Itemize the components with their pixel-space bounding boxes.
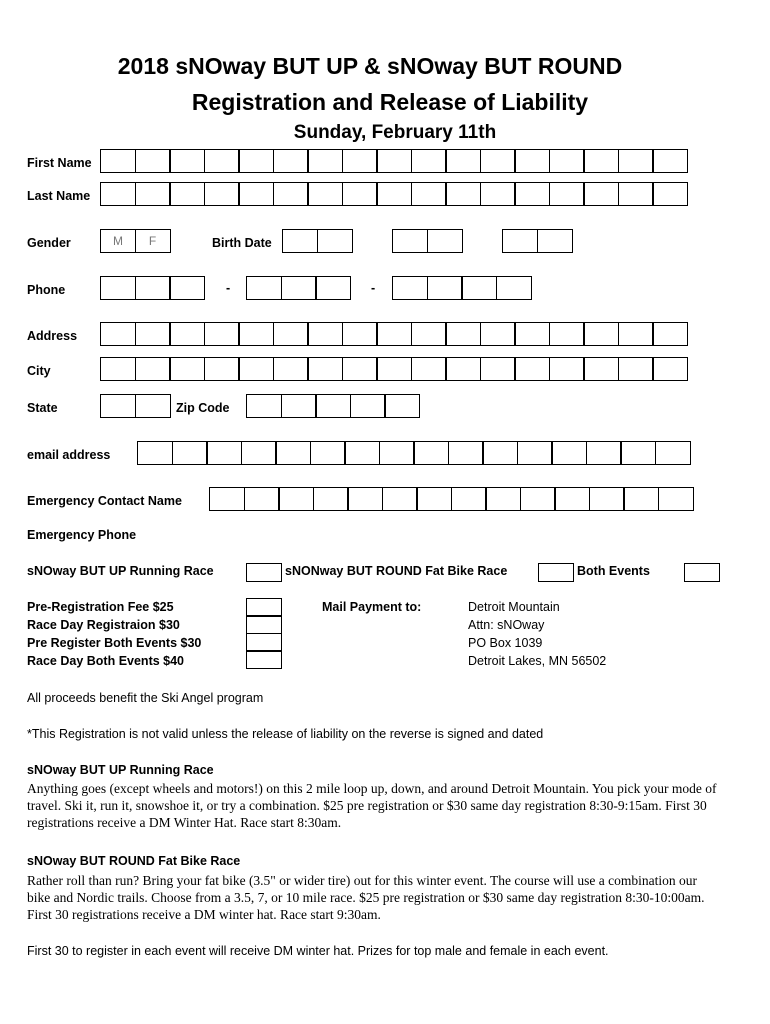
input-cell[interactable]: [537, 229, 573, 253]
input-cell[interactable]: [238, 182, 274, 206]
input-cell[interactable]: [451, 487, 487, 511]
input-cell[interactable]: [382, 487, 418, 511]
footer-note: First 30 to register in each event will receive DM winter hat. Prizes for top male and female in each event.: [27, 944, 609, 958]
input-cell[interactable]: [413, 441, 449, 465]
input-cell[interactable]: [586, 441, 622, 465]
input-cell[interactable]: [411, 357, 447, 381]
input-cell[interactable]: [445, 149, 481, 173]
input-cell[interactable]: [350, 394, 386, 418]
input-cell[interactable]: [273, 357, 309, 381]
input-cell[interactable]: [652, 182, 688, 206]
input-cell[interactable]: [273, 149, 309, 173]
gender-f-option[interactable]: F: [135, 229, 171, 253]
input-cell[interactable]: [172, 441, 208, 465]
state-field[interactable]: [100, 394, 169, 418]
phone-label: Phone: [27, 283, 66, 297]
fatbike-race-checkbox[interactable]: [538, 563, 574, 582]
input-cell[interactable]: [520, 487, 556, 511]
input-cell[interactable]: [209, 487, 245, 511]
city-field[interactable]: [100, 357, 687, 381]
fee-pre-registration-checkbox[interactable]: [246, 598, 282, 617]
input-cell[interactable]: [135, 182, 171, 206]
input-cell[interactable]: [238, 322, 274, 346]
running-race-heading: sNOway BUT UP Running Race: [27, 763, 214, 777]
fatbike-race-description: Rather roll than run? Bring your fat bike (3.5" or wider tire) out for this winter event. The course will use a combination our bike and Nordic trails. Choose from a 3.5, 7, or 10 mile race. $25 pre registration or $30 same day registration 8:30-10:00am. First 30 registrations receive a DM winter hat. Race start 9:30am.: [27, 873, 705, 922]
input-cell[interactable]: [273, 182, 309, 206]
input-cell[interactable]: [169, 357, 205, 381]
state-label: State: [27, 401, 58, 415]
input-cell[interactable]: [384, 394, 420, 418]
city-label: City: [27, 364, 51, 378]
input-cell[interactable]: [204, 182, 240, 206]
form-title-line-1: 2018 sNOway BUT UP & sNOway BUT ROUND: [117, 53, 623, 79]
fee-checkbox-column: [246, 599, 282, 669]
input-cell[interactable]: [376, 149, 412, 173]
input-cell[interactable]: [307, 149, 343, 173]
mail-address-line: PO Box 1039: [468, 636, 543, 650]
input-cell[interactable]: [445, 357, 481, 381]
input-cell[interactable]: [549, 149, 585, 173]
input-cell[interactable]: [445, 322, 481, 346]
input-cell[interactable]: [204, 149, 240, 173]
phone-area-field[interactable]: [100, 276, 204, 300]
input-cell[interactable]: [549, 182, 585, 206]
input-cell[interactable]: [623, 487, 659, 511]
input-cell[interactable]: [652, 149, 688, 173]
input-cell[interactable]: [169, 149, 205, 173]
first-name-field[interactable]: [100, 149, 687, 173]
address-field[interactable]: [100, 322, 687, 346]
input-cell[interactable]: [445, 182, 481, 206]
fee-pre-registration: Pre-Registration Fee $25: [27, 600, 174, 614]
input-cell[interactable]: [482, 441, 518, 465]
birth-date-label: Birth Date: [212, 236, 272, 250]
input-cell[interactable]: [411, 322, 447, 346]
last-name-label: Last Name: [27, 189, 91, 203]
input-cell[interactable]: [315, 394, 351, 418]
email-field[interactable]: [137, 441, 689, 465]
input-cell[interactable]: [238, 149, 274, 173]
input-cell[interactable]: [376, 182, 412, 206]
input-cell[interactable]: [411, 149, 447, 173]
input-cell[interactable]: [100, 276, 136, 300]
input-cell[interactable]: [655, 441, 691, 465]
emergency-phone-label: Emergency Phone: [27, 528, 137, 542]
proceeds-note: All proceeds benefit the Ski Angel program: [27, 691, 264, 705]
fee-race-day: Race Day Registraion $30: [27, 618, 180, 632]
fatbike-race-label: sNONway BUT ROUND Fat Bike Race: [285, 564, 508, 578]
input-cell[interactable]: [244, 487, 280, 511]
input-cell[interactable]: [480, 149, 516, 173]
input-cell[interactable]: [135, 322, 171, 346]
zip-label: Zip Code: [176, 401, 230, 415]
input-cell[interactable]: [135, 357, 171, 381]
input-cell[interactable]: [281, 394, 317, 418]
mail-address-line: Attn: sNOway: [468, 618, 545, 632]
emergency-contact-field[interactable]: [209, 487, 692, 511]
input-cell[interactable]: [238, 357, 274, 381]
input-cell[interactable]: [100, 149, 136, 173]
input-cell[interactable]: [480, 322, 516, 346]
input-cell[interactable]: [583, 149, 619, 173]
input-cell[interactable]: [589, 487, 625, 511]
input-cell[interactable]: [583, 322, 619, 346]
input-cell[interactable]: [618, 149, 654, 173]
input-cell[interactable]: [480, 357, 516, 381]
input-cell[interactable]: [344, 441, 380, 465]
birth-year-field[interactable]: [502, 229, 571, 253]
input-cell[interactable]: [135, 276, 171, 300]
last-name-field[interactable]: [100, 182, 687, 206]
input-cell[interactable]: [169, 276, 205, 300]
input-cell[interactable]: [416, 487, 452, 511]
input-cell[interactable]: [307, 322, 343, 346]
input-cell[interactable]: [514, 149, 550, 173]
input-cell[interactable]: [313, 487, 349, 511]
input-cell[interactable]: [427, 229, 463, 253]
input-cell[interactable]: [514, 322, 550, 346]
running-race-checkbox[interactable]: [246, 563, 282, 582]
form-title-line-2: Registration and Release of Liability: [191, 89, 589, 115]
input-cell[interactable]: [169, 322, 205, 346]
both-events-label: Both Events: [577, 564, 650, 578]
input-cell[interactable]: [461, 276, 497, 300]
input-cell[interactable]: [620, 441, 656, 465]
input-cell[interactable]: [204, 322, 240, 346]
input-cell[interactable]: [514, 182, 550, 206]
phone-dash: -: [226, 281, 231, 295]
input-cell[interactable]: [485, 487, 521, 511]
input-cell[interactable]: [618, 357, 654, 381]
phone-prefix-field[interactable]: [246, 276, 350, 300]
input-cell[interactable]: [342, 182, 378, 206]
input-cell[interactable]: [583, 357, 619, 381]
input-cell[interactable]: [273, 322, 309, 346]
input-cell[interactable]: [554, 487, 590, 511]
both-events-checkbox[interactable]: [684, 563, 720, 582]
input-cell[interactable]: [618, 182, 654, 206]
input-cell[interactable]: [281, 276, 317, 300]
input-cell[interactable]: [246, 276, 282, 300]
input-cell[interactable]: [342, 322, 378, 346]
input-cell[interactable]: [100, 394, 136, 418]
birth-month-field[interactable]: [282, 229, 351, 253]
fee-race-day-checkbox[interactable]: [246, 615, 282, 634]
input-cell[interactable]: [480, 182, 516, 206]
address-label: Address: [27, 329, 78, 343]
input-cell[interactable]: [411, 182, 447, 206]
input-cell[interactable]: [549, 357, 585, 381]
fee-pre-both-checkbox[interactable]: [246, 633, 282, 652]
event-date: Sunday, February 11th: [293, 122, 497, 143]
input-cell[interactable]: [278, 487, 314, 511]
input-cell[interactable]: [551, 441, 587, 465]
input-cell[interactable]: [307, 357, 343, 381]
input-cell[interactable]: [618, 322, 654, 346]
input-cell[interactable]: [376, 322, 412, 346]
input-cell[interactable]: [496, 276, 532, 300]
mail-address-line: Detroit Lakes, MN 56502: [468, 654, 607, 668]
validity-note: *This Registration is not valid unless the release of liability on the reverse is signed and dated: [27, 727, 544, 741]
input-cell[interactable]: [246, 394, 282, 418]
input-cell[interactable]: [135, 149, 171, 173]
mail-address-line: Detroit Mountain: [468, 600, 560, 614]
fee-pre-both: Pre Register Both Events $30: [27, 636, 202, 650]
input-cell[interactable]: [100, 322, 136, 346]
input-cell[interactable]: [392, 229, 428, 253]
input-cell[interactable]: [347, 487, 383, 511]
gender-m-option[interactable]: M: [100, 229, 136, 253]
input-cell[interactable]: [135, 394, 171, 418]
fee-race-day-both-checkbox[interactable]: [246, 650, 282, 669]
input-cell[interactable]: [342, 149, 378, 173]
input-cell[interactable]: [652, 322, 688, 346]
input-cell[interactable]: [652, 357, 688, 381]
fatbike-race-heading: sNOway BUT ROUND Fat Bike Race: [27, 854, 241, 868]
gender-label: Gender: [27, 236, 71, 250]
input-cell[interactable]: [282, 229, 318, 253]
input-cell[interactable]: [427, 276, 463, 300]
input-cell[interactable]: [448, 441, 484, 465]
input-cell[interactable]: [658, 487, 694, 511]
input-cell[interactable]: [169, 182, 205, 206]
input-cell[interactable]: [517, 441, 553, 465]
birth-day-field[interactable]: [392, 229, 461, 253]
input-cell[interactable]: [502, 229, 538, 253]
gender-field[interactable]: [100, 229, 169, 253]
input-cell[interactable]: [100, 182, 136, 206]
input-cell[interactable]: [549, 322, 585, 346]
input-cell[interactable]: [376, 357, 412, 381]
input-cell[interactable]: [379, 441, 415, 465]
fee-race-day-both: Race Day Both Events $40: [27, 654, 185, 668]
input-cell[interactable]: [241, 441, 277, 465]
mail-payment-label: Mail Payment to:: [322, 600, 422, 614]
emergency-contact-label: Emergency Contact Name: [27, 494, 182, 508]
input-cell[interactable]: [583, 182, 619, 206]
zip-field[interactable]: [246, 394, 419, 418]
running-race-description: Anything goes (except wheels and motors!) on this 2 mile loop up, down, and around Detroit Mountain. You pick your mode of travel. Ski it, run it, snowshoe it, or try a combination. $25 pre registration or $30 same day registration 8:30-9:15am. First 30 registrations receive a DM Winter Hat. Race start 8:30am.: [27, 781, 717, 830]
input-cell[interactable]: [317, 229, 353, 253]
running-race-label: sNOway BUT UP Running Race: [27, 564, 214, 578]
input-cell[interactable]: [315, 276, 351, 300]
input-cell[interactable]: [137, 441, 173, 465]
input-cell[interactable]: [307, 182, 343, 206]
input-cell[interactable]: [100, 357, 136, 381]
email-label: email address: [27, 448, 111, 462]
input-cell[interactable]: [275, 441, 311, 465]
input-cell[interactable]: [310, 441, 346, 465]
input-cell[interactable]: [514, 357, 550, 381]
phone-dash: -: [371, 281, 376, 295]
phone-line-field[interactable]: [392, 276, 530, 300]
input-cell[interactable]: [204, 357, 240, 381]
input-cell[interactable]: [392, 276, 428, 300]
input-cell[interactable]: [206, 441, 242, 465]
input-cell[interactable]: [342, 357, 378, 381]
first-name-label: First Name: [27, 156, 92, 170]
